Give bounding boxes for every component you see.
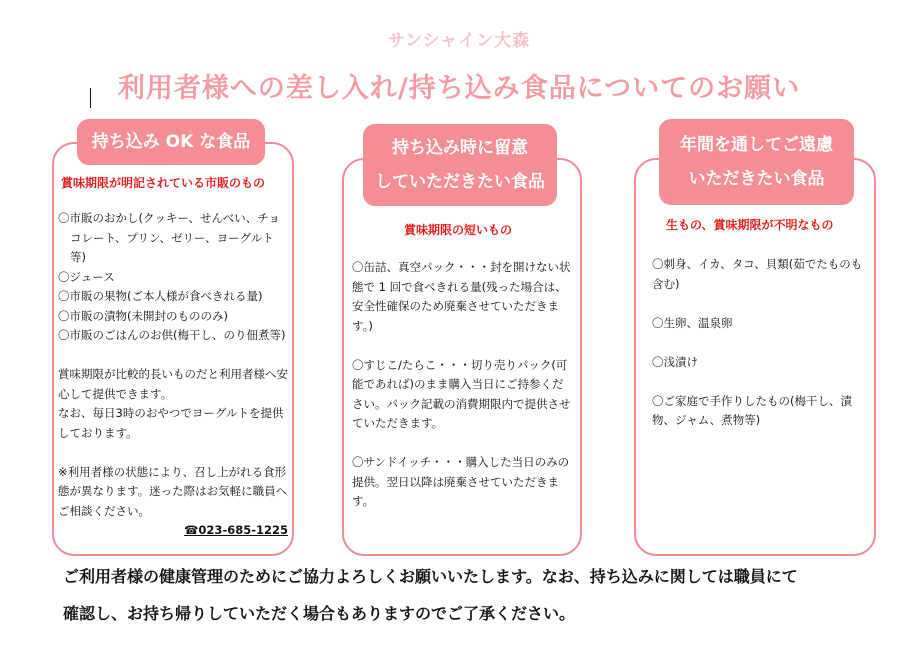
list-item: 〇生卵、温泉卵 (652, 315, 733, 330)
panel-ok-foods-body (58, 209, 288, 541)
panel-avoid-foods-subtitle: 生もの、賞味期限が不明なもの (666, 218, 834, 232)
phone-number[interactable]: ☎023-685-1225 (184, 523, 288, 537)
note-text: ※利用者様の状態により、召し上がれる食形態が異なります。迷った際はお気軽に職員へご相談ください。 (58, 464, 288, 518)
tag-ok-foods-label: 持ち込み OK な食品 (91, 132, 251, 152)
footer-line-2: 確認し、お持ち帰りしていただく場合もありますのでご了承ください。 (63, 604, 576, 623)
tag-avoid-foods-line1: 年間を通してご遠慮 (680, 135, 833, 155)
list-item: 〇すじこ/たらこ・・・切り売りパック(可能であれば)のまま購入当日にご持参ください。パック記載の消費期限内で提供させていただきます。 (352, 357, 571, 430)
list-item: 〇刺身、イカ、タコ、貝類(茹でたものも含む) (652, 257, 863, 291)
panel-avoid-foods-body (652, 255, 864, 431)
footer-line-1: ご利用者様の健康管理のためにご協力よろしくお願いいたします。なお、持ち込みに関しては職員にて (63, 567, 798, 586)
list-item: 〇ご家庭で手作りしたもの(梅干し、漬物、ジャム、煮物等) (652, 393, 852, 427)
list-item: 〇ジュース (58, 269, 115, 284)
tag-ok-foods (77, 119, 265, 165)
note-text: 賞味期限が比較的長いものだと利用者様へ安心して提供できます。 (58, 367, 288, 401)
tag-caution-foods-line1: 持ち込み時に留意 (392, 138, 528, 158)
list-item: 〇市販のごはんのお供(梅干し、のり佃煮等) (58, 328, 286, 342)
panel-caution-foods-subtitle: 賞味期限の短いもの (404, 223, 513, 237)
note-text: なお、毎日3時のおやつでヨーグルトを提供しております。 (58, 406, 284, 440)
list-item: 〇浅漬け (652, 354, 698, 369)
panel-caution-foods-body (352, 258, 574, 512)
list-item: 〇サンドイッチ・・・購入した当日のみの提供。翌日以降は廃棄させていただきます。 (352, 455, 570, 508)
list-item: 〇市販の果物(ご本人様が食べきれる量) (58, 289, 263, 303)
list-item: 〇市販の漬物(未開封のもののみ) (58, 308, 228, 323)
tag-avoid-foods (659, 119, 854, 205)
facility-name: サンシャイン大森 (387, 31, 531, 51)
list-item: 〇缶詰、真空パック・・・封を開けない状態で 1 回で食べきれる量(残った場合は、安全性確保のため廃棄させていただきます。) (352, 260, 571, 333)
panel-ok-foods-subtitle: 賞味期限が明記されている市販のもの (61, 176, 266, 190)
tag-caution-foods-line2: していただきたい食品 (375, 172, 545, 192)
tag-caution-foods (363, 124, 557, 206)
page-title: 利用者様への差し入れ/持ち込み食品についてのお願い (117, 73, 801, 104)
list-item: 〇市販のおかし(クッキー、せんべい、チョコレート、プリン、ゼリー、ヨーグルト等) (58, 211, 280, 264)
tag-avoid-foods-line2: いただきたい食品 (688, 169, 825, 189)
